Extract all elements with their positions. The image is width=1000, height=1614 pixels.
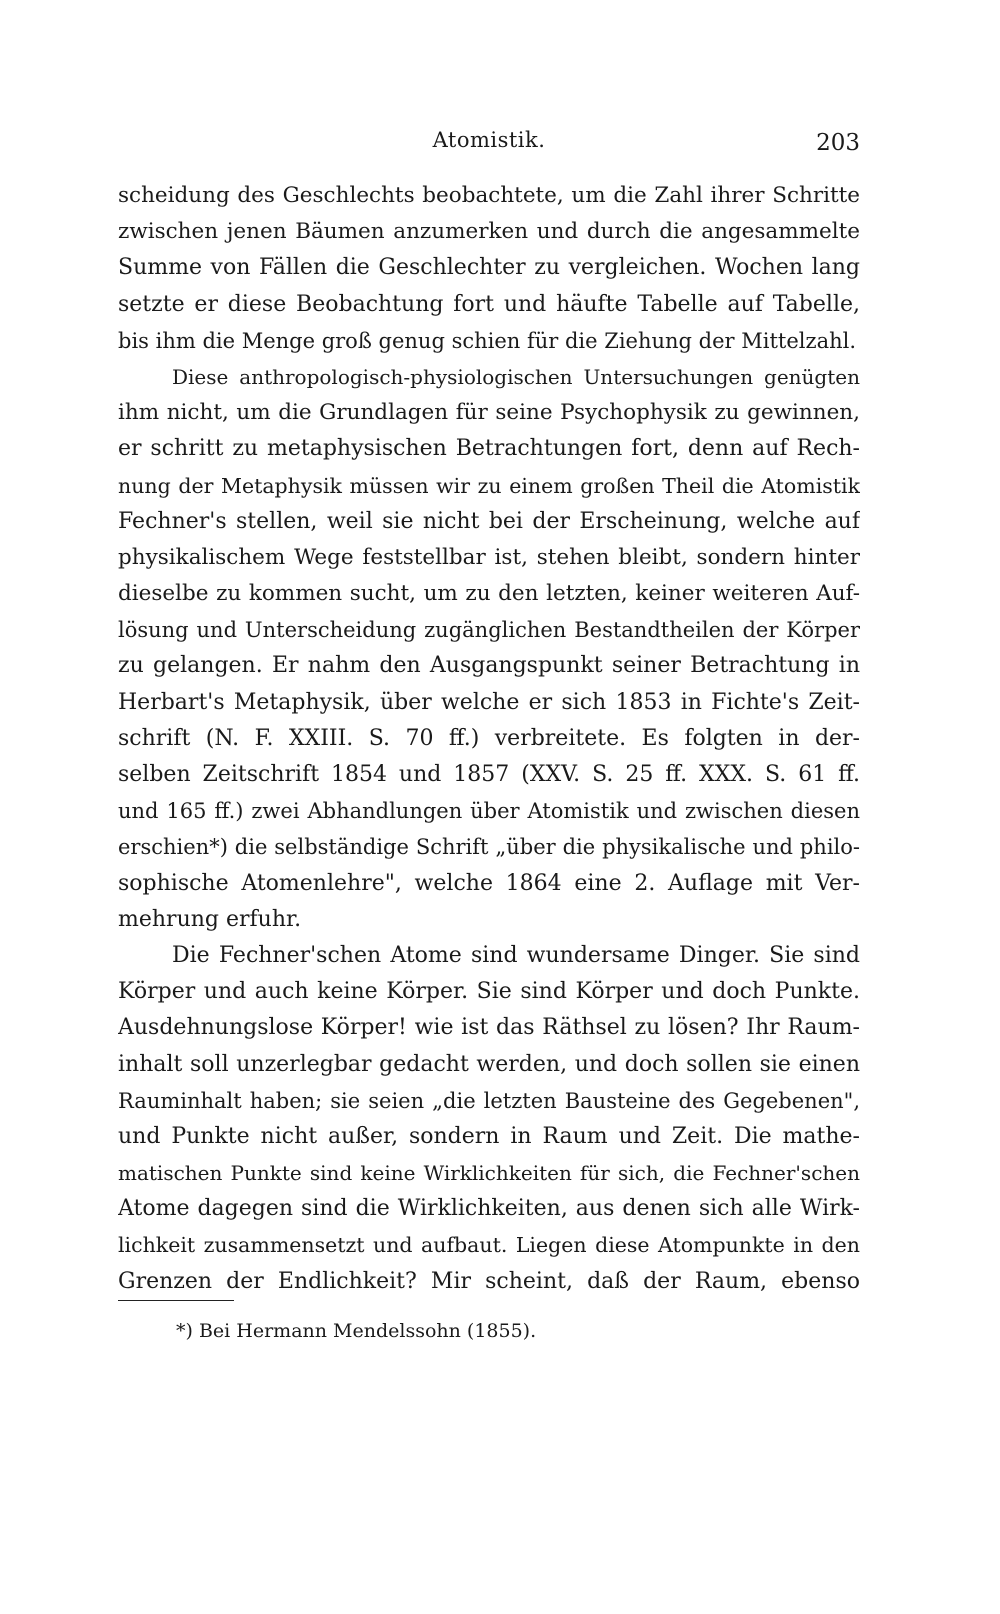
text-line: ihm nicht, um die Grundlagen für seine Psychophysik zu gewinnen,: [118, 400, 860, 426]
text-line: dieselbe zu kommen sucht, um zu den letzten, keiner weiteren Auf-: [118, 581, 860, 607]
text-line: Grenzen der Endlichkeit? Mir scheint, daß der Raum, ebenso: [118, 1268, 860, 1294]
footnote: *) Bei Hermann Mendelssohn (1855).: [176, 1320, 537, 1342]
text-line: matischen Punkte sind keine Wirklichkeiten für sich, die Fechner'schen: [118, 1161, 860, 1186]
text-line: Diese anthropologisch-physiologischen Untersuchungen genügten: [172, 364, 860, 389]
text-line: schrift (N. F. XXIII. S. 70 ff.) verbreitete. Es folgten in der-: [118, 725, 860, 751]
body-text: [118, 178, 860, 1300]
text-line: Die Fechner'schen Atome sind wundersame Dinger. Sie sind: [172, 942, 860, 968]
page-number: 203: [816, 130, 860, 156]
running-title: Atomistik.: [432, 128, 546, 152]
text-line: Rauminhalt haben; sie seien „die letzten Bausteine des Gegebenen",: [118, 1088, 860, 1113]
text-line: und Punkte nicht außer, sondern in Raum und Zeit. Die mathe-: [118, 1123, 860, 1149]
text-line: zwischen jenen Bäumen anzumerken und durch die angesammelte: [118, 219, 860, 245]
text-line: erschien*) die selbständige Schrift „über die physikalische und philo-: [118, 835, 860, 860]
text-line: setzte er diese Beobachtung fort und häufte Tabelle auf Tabelle,: [118, 291, 860, 317]
text-line: Herbart's Metaphysik, über welche er sich 1853 in Fichte's Zeit-: [118, 689, 860, 715]
text-line: physikalischem Wege feststellbar ist, stehen bleibt, sondern hinter: [118, 544, 860, 570]
text-line: zu gelangen. Er nahm den Ausgangspunkt seiner Betrachtung in: [118, 653, 860, 679]
text-line: Atome dagegen sind die Wirklichkeiten, aus denen sich alle Wirk-: [118, 1196, 860, 1222]
text-line: Ausdehnungslose Körper! wie ist das Räthsel zu lösen? Ihr Raum-: [118, 1015, 860, 1041]
text-line: Fechner's stellen, weil sie nicht bei der Erscheinung, welche auf: [118, 508, 860, 534]
running-head: [118, 128, 860, 162]
text-line: sophische Atomenlehre", welche 1864 eine 2. Auflage mit Ver-: [118, 870, 860, 896]
text-line: scheidung des Geschlechts beobachtete, um die Zahl ihrer Schritte: [118, 183, 860, 208]
text-line: und 165 ff.) zwei Abhandlungen über Atomistik und zwischen diesen: [118, 799, 860, 824]
text-line: mehrung erfuhr.: [118, 906, 302, 932]
text-line: lichkeit zusammensetzt und aufbaut. Liegen diese Atompunkte in den: [118, 1233, 860, 1258]
text-line: selben Zeitschrift 1854 und 1857 (XXV. S. 25 ff. XXX. S. 61 ff.: [118, 762, 860, 787]
text-line: Summe von Fällen die Geschlechter zu vergleichen. Wochen lang: [118, 255, 860, 281]
text-line: inhalt soll unzerlegbar gedacht werden, und doch sollen sie einen: [118, 1051, 860, 1077]
footnote-divider: [118, 1300, 234, 1301]
text-line: bis ihm die Menge groß genug schien für die Ziehung der Mittelzahl.: [118, 328, 857, 353]
text-line: nung der Metaphysik müssen wir zu einem großen Theil die Atomistik: [118, 473, 860, 498]
text-line: Körper und auch keine Körper. Sie sind Körper und doch Punkte.: [118, 979, 860, 1005]
text-line: lösung und Unterscheidung zugänglichen Bestandtheilen der Körper: [118, 618, 860, 643]
text-line: er schritt zu metaphysischen Betrachtungen fort, denn auf Rech-: [118, 436, 860, 462]
